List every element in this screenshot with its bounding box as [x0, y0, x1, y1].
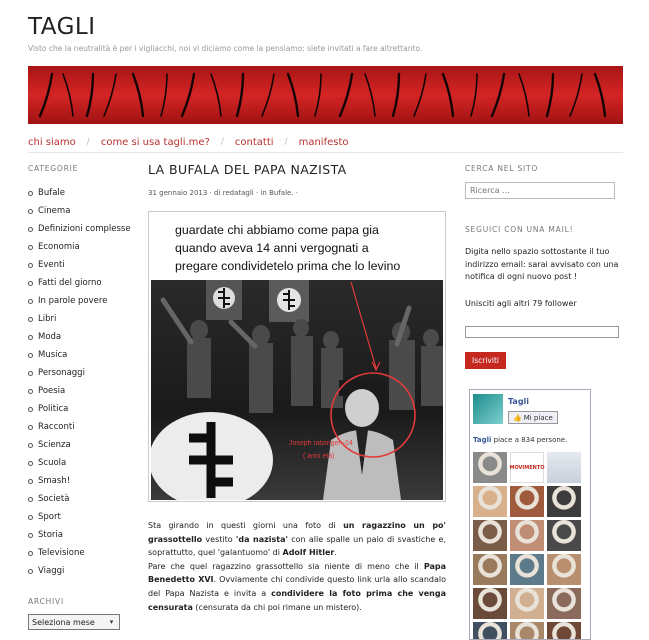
category-list — [28, 184, 131, 580]
search-placeholder: Ricerca … — [470, 186, 511, 195]
circle-bullet-icon — [28, 353, 33, 358]
fan-avatar[interactable] — [510, 554, 544, 585]
category-item[interactable] — [28, 418, 131, 436]
circle-bullet-icon — [28, 263, 33, 268]
archive-select-value: Seleziona mese — [32, 617, 95, 627]
post-title[interactable]: LA BUFALA DEL PAPA NAZISTA — [148, 162, 347, 177]
category-label: Sport — [38, 512, 61, 522]
header-banner — [28, 66, 623, 124]
category-label: Politica — [38, 404, 69, 414]
circle-bullet-icon — [28, 389, 33, 394]
fan-avatar[interactable] — [473, 588, 507, 619]
image-caption-line: quando aveva 14 anni vergognati a — [175, 241, 369, 255]
meta-separator: · — [256, 189, 261, 197]
site-title[interactable]: TAGLI — [28, 14, 96, 40]
body-text: (censurata da chi poi rimane un mistero). — [192, 602, 362, 612]
bold-text: Adolf Hitler — [282, 548, 335, 558]
body-text: . Ovviamente chi condivide questo link urla allo scandalo del Papa Nazista e invita a — [148, 575, 446, 598]
category-item[interactable] — [28, 274, 131, 292]
category-item[interactable] — [28, 526, 131, 544]
nazi-rally-photo — [151, 280, 443, 500]
search-heading: CERCA NEL SITO — [465, 164, 539, 173]
category-label: In parole povere — [38, 296, 108, 306]
category-label: Eventi — [38, 260, 65, 270]
image-caption-box — [155, 216, 439, 280]
fan-avatar[interactable] — [547, 486, 581, 517]
post-image[interactable] — [148, 211, 446, 502]
body-text: Pare che quel ragazzino grassottello sia niente di meno che il — [148, 561, 424, 571]
category-label: Economia — [38, 242, 80, 252]
circle-bullet-icon — [28, 443, 33, 448]
nav-separator: / — [220, 137, 224, 147]
circle-bullet-icon — [28, 461, 33, 466]
category-label: Viaggi — [38, 566, 65, 576]
fan-avatar[interactable] — [510, 588, 544, 619]
image-annotation-line: Joseph ratzinger -14 — [289, 440, 353, 447]
circle-bullet-icon — [28, 479, 33, 484]
category-label: Bufale — [38, 188, 66, 198]
circle-bullet-icon — [28, 317, 33, 322]
bold-text: condividere la foto prima che venga censurata — [148, 588, 446, 612]
bold-text: 'da nazista' — [235, 534, 288, 544]
nav-chi-siamo[interactable]: chi siamo — [28, 136, 76, 148]
fan-avatar[interactable] — [473, 554, 507, 585]
body-text: vestito — [202, 534, 236, 544]
nav-come-si-usa[interactable]: come si usa tagli.me? — [100, 136, 210, 148]
fb-count-name[interactable]: Tagli — [473, 436, 492, 444]
fan-avatar[interactable] — [547, 588, 581, 619]
image-annotation-line: ( anni età) — [303, 453, 335, 460]
meta-separator: · — [295, 189, 299, 197]
category-item[interactable] — [28, 328, 131, 346]
fb-fan-avatars — [473, 452, 589, 640]
circle-bullet-icon — [28, 551, 33, 556]
thumbs-up-icon: 👍 — [513, 413, 522, 422]
category-label: Società — [38, 494, 70, 504]
category-item[interactable] — [28, 562, 131, 580]
circle-bullet-icon — [28, 245, 33, 250]
post-date[interactable]: 31 gennaio 2013 — [148, 189, 208, 197]
image-caption-line: pregare condividetelo prima che lo levino — [175, 259, 401, 273]
category-label: Moda — [38, 332, 62, 342]
circle-bullet-icon — [28, 407, 33, 412]
main-nav — [28, 135, 349, 149]
fan-avatar[interactable] — [473, 622, 507, 640]
archive-month-select[interactable] — [28, 614, 120, 630]
category-item[interactable] — [28, 490, 131, 508]
circle-bullet-icon — [28, 515, 33, 520]
email-field[interactable] — [465, 326, 619, 338]
nav-separator: / — [284, 137, 288, 147]
category-label: Smash! — [38, 476, 71, 486]
circle-bullet-icon — [28, 569, 33, 574]
post-paragraph — [148, 560, 446, 614]
category-item[interactable] — [28, 202, 131, 220]
circle-bullet-icon — [28, 335, 33, 340]
category-item[interactable] — [28, 382, 131, 400]
category-item[interactable] — [28, 184, 131, 202]
circle-bullet-icon — [28, 371, 33, 376]
post-in: in — [260, 189, 267, 197]
follower-count: Unisciti agli altri 79 follower — [465, 299, 577, 308]
fan-avatar[interactable] — [547, 622, 581, 640]
fan-avatar[interactable] — [510, 486, 544, 517]
facebook-like-box — [469, 389, 591, 640]
category-item[interactable] — [28, 256, 131, 274]
fan-avatar[interactable] — [510, 622, 544, 640]
banner-cuts-image — [28, 66, 623, 124]
swastika-banner-right — [269, 280, 309, 322]
category-label: Definizioni complesse — [38, 224, 131, 234]
site-tagline: Visto che la neutralità è per i vigliacchi, noi vi diciamo come la pensiamo: siete invitati a fare altrettanto. — [28, 44, 423, 53]
circle-bullet-icon — [28, 209, 33, 214]
circle-bullet-icon — [28, 425, 33, 430]
category-label: Storia — [38, 530, 63, 540]
search-input[interactable] — [465, 182, 615, 199]
category-item[interactable] — [28, 238, 131, 256]
category-label: Scuola — [38, 458, 67, 468]
bold-text: un ragazzino un po' grassottello — [148, 521, 447, 544]
category-item[interactable] — [28, 310, 131, 328]
category-item[interactable] — [28, 544, 131, 562]
category-label: Musica — [38, 350, 68, 360]
category-item[interactable] — [28, 364, 131, 382]
meta-separator: · — [209, 189, 214, 197]
archive-heading: ARCHIVI — [28, 597, 64, 606]
category-label: Poesia — [38, 386, 66, 396]
category-item[interactable] — [28, 436, 131, 454]
nav-manifesto[interactable]: manifesto — [298, 136, 349, 148]
nav-contatti[interactable]: contatti — [234, 136, 274, 148]
category-item[interactable] — [28, 346, 131, 364]
category-label: Cinema — [38, 206, 71, 216]
body-text: con alle spalle un paio di svastiche e, soprattutto, quel 'galantuomo' di — [148, 534, 446, 558]
category-item[interactable] — [28, 508, 131, 526]
fan-avatar[interactable] — [510, 520, 544, 551]
categories-heading: CATEGORIE — [28, 164, 79, 173]
fb-like-label: Mi piace — [523, 413, 553, 422]
fan-avatar[interactable] — [473, 486, 507, 517]
fan-avatar[interactable] — [547, 554, 581, 585]
fb-count-text: piace a 834 persone. — [491, 436, 568, 444]
fb-like-count — [473, 436, 567, 444]
category-item[interactable] — [28, 472, 131, 490]
nav-separator: / — [86, 137, 90, 147]
subscribe-button[interactable]: Iscriviti — [465, 352, 506, 369]
chevron-down-icon: ▾ — [109, 618, 114, 626]
post-meta — [148, 189, 298, 197]
body-text: Sta girando in questi giorni una foto di — [148, 521, 344, 530]
nav-divider — [28, 152, 623, 153]
fan-avatar[interactable] — [547, 452, 581, 483]
movimento-logo-avatar[interactable]: MOVIMENTO — [510, 452, 544, 483]
category-label: Televisione — [38, 548, 85, 558]
category-item[interactable] — [28, 292, 131, 310]
fan-avatar[interactable] — [473, 452, 507, 483]
post-body — [148, 519, 446, 614]
category-item[interactable] — [28, 400, 131, 418]
fb-like-button[interactable] — [508, 411, 558, 424]
category-label: Personaggi — [38, 368, 85, 378]
circle-bullet-icon — [28, 299, 33, 304]
fan-avatar[interactable] — [473, 520, 507, 551]
category-label: Scienza — [38, 440, 71, 450]
post-paragraph — [148, 519, 446, 560]
category-label: Libri — [38, 314, 57, 324]
body-text: . — [334, 548, 337, 558]
category-item[interactable] — [28, 220, 131, 238]
circle-bullet-icon — [28, 533, 33, 538]
fan-avatar[interactable] — [547, 520, 581, 551]
circle-bullet-icon — [28, 191, 33, 196]
follow-description: Digita nello spazio sottostante il tuo indirizzo email: sarai avvisato con una notifica di ogni nuovo post ! — [465, 247, 619, 281]
post-by: di — [214, 189, 221, 197]
category-label: Fatti del giorno — [38, 278, 102, 288]
post-author-link[interactable]: redatagli — [222, 189, 254, 197]
post-category-link[interactable]: Bufale. — [269, 189, 294, 197]
swastika-banner-left — [206, 280, 242, 320]
fb-page-name[interactable]: Tagli — [508, 397, 530, 406]
category-label: Racconti — [38, 422, 75, 432]
circle-bullet-icon — [28, 227, 33, 232]
page-logo-icon[interactable] — [473, 394, 503, 424]
image-caption-line: guardate chi abbiamo come papa gia — [175, 223, 379, 237]
circle-bullet-icon — [28, 281, 33, 286]
circle-bullet-icon — [28, 497, 33, 502]
follow-heading: SEGUICI CON UNA MAIL! — [465, 225, 574, 234]
category-item[interactable] — [28, 454, 131, 472]
bold-text: Papa Benedetto XVI — [148, 561, 446, 585]
